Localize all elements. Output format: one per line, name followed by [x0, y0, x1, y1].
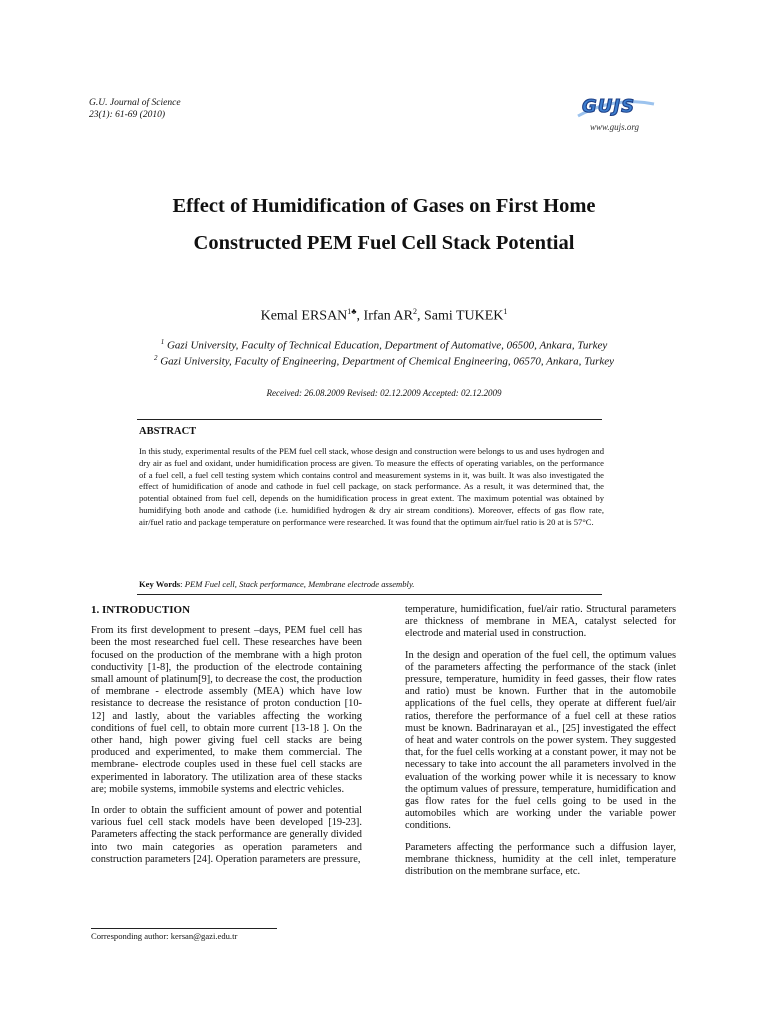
- affiliation-2: [0, 354, 768, 368]
- paper-title-line-2: Constructed PEM Fuel Cell Stack Potential: [193, 232, 575, 254]
- corresponding-author-footnote: Corresponding author: kersan@gazi.edu.tr: [91, 931, 238, 941]
- abstract-top-divider: [137, 419, 602, 420]
- body-paragraph: In order to obtain the sufficient amount of power and potential various fuel cell stack models have been developed [19-23]. Parameters affecting the stack performance are generally divided into two main categories as operation parameters and construction parameters [24]. Operation parameters are pressure,: [91, 805, 362, 865]
- footnote-divider: [91, 928, 277, 929]
- body-paragraph: From its first development to present –days, PEM fuel cell has been the most researched fuel cell. These researches have been focused on the production of the membrane with a high proton conductivity [1-8], the production of the electrode containing small amount of platinum[9], to decrease the cost, the production of membrane - electrode assembly (MEA) which have low resistance to decrease the resistance of proton conduction [10-12] and lastly, about the variables affecting the working conditions of fuel cell, to obtain more current [13-18 ]. On the other hand, high power giving fuel cell stacks are being produced and experimented, to make them commercial. The membrane- electrode couples used in these fuel cell stacks are experimented in laboratory. The utilization area of these stacks are; mobile systems, immobile systems and electric vehicles.: [91, 625, 362, 795]
- author-name: Irfan AR: [363, 308, 413, 324]
- section-heading: 1. INTRODUCTION: [91, 604, 191, 616]
- author-superscript: 1♣: [347, 307, 357, 316]
- keywords: Key Words: PEM Fuel cell, Stack performance, Membrane electrode assembly.: [139, 579, 415, 589]
- keywords-value: PEM Fuel cell, Stack performance, Membrane electrode assembly.: [184, 579, 415, 589]
- journal-name: G.U. Journal of Science: [89, 98, 181, 108]
- body-paragraph: temperature, humidification, fuel/air ratio. Structural parameters are thickness of membrane in MEA, catalyst selected for electrode and material used in construction.: [405, 604, 676, 640]
- logo-text: GUJS: [582, 96, 636, 117]
- journal-issue: 23(1): 61-69 (2010): [89, 110, 165, 120]
- affiliation-text: Gazi University, Faculty of Engineering, Department of Chemical Engineering, 06570, Ankara, Turkey: [160, 355, 615, 368]
- body-column-right: [405, 604, 676, 887]
- journal-logo: [578, 96, 639, 117]
- abstract-heading: ABSTRACT: [139, 426, 197, 437]
- author-name: Sami TUKEK: [423, 308, 504, 324]
- abstract-bottom-divider: [137, 594, 602, 595]
- affiliation-marker: 1: [160, 338, 165, 346]
- journal-url: www.gujs.org: [590, 122, 640, 132]
- affiliation-1: [0, 338, 768, 352]
- body-column-left: [91, 604, 362, 875]
- affiliation-marker: 2: [153, 354, 158, 362]
- body-paragraph: In the design and operation of the fuel cell, the optimum values of the parameters affecting the performance of the stack (inlet pressure, temperature, humidity in feed gasses, their flow rates and ratio) must be known. Further that in the automobile applications of the fuel cells, they operate at different fuel/air ratios, therefore the performance of a fuel cell at these ratios must be known. Badrinarayan et al., [25] investigated the effect of heat and water controls on the power system. They suggested that, for the fuel cells working at a constant power, it may not be necessary to take into account the all parameters involved in the evaluation of the working power while it is necessary to know the optimum values of pressure, temperature, humidification and gas flow rates for the fuel cells going to be used in the automobiles which are working under the variable power conditions.: [405, 649, 676, 832]
- paper-title-line-1: Effect of Humidification of Gases on First Home: [172, 195, 596, 217]
- author-superscript: 1: [503, 307, 508, 316]
- abstract-text: In this study, experimental results of the PEM fuel cell stack, whose design and construction were belongs to us and uses hydrogen and dry air as fuel and oxidant, under humidification process are given. To measure the effects of operating variables, on the performance of a fuel cell, a fuel cell testing system which contains control and measurement systems in it, was built. It was also investigated the effect of humidification of anode and cathode in fuel cell package, on stack performance. As a result, it was determined that, the potential obtained from fuel cell, depends on the humidification process in great extent. The maximum potential was obtained by humidifying both anode and cathode (i.e. humidified hydrogen & dry air stream conditions). Moreover, effects of gas flow rate, air/fuel ratio and package temperature on performance were researched. It was found that the optimum air/fuel ratio is 20 at is 57°C.: [139, 446, 604, 527]
- author-name: Kemal ERSAN: [260, 308, 348, 324]
- body-paragraph: Parameters affecting the performance such a diffusion layer, membrane thickness, humidity at the cell inlet, temperature distribution on the membrane surface, etc.: [405, 841, 676, 878]
- author-list: Kemal $ERSAN^{1♣}$, Irfan $AR^2$, Sami TUKEK$^1$: [260, 307, 508, 324]
- affiliation-text: Gazi University, Faculty of Technical Education, Department of Automative, 06500, Ankara, Turkey: [166, 339, 608, 352]
- submission-dates: Received: 26.08.2009 Revised: 02.12.2009 Accepted: 02.12.2009: [266, 388, 502, 398]
- keywords-label: Key Words: [139, 579, 181, 589]
- author-superscript: 2: [412, 307, 417, 316]
- journal-citation: [89, 97, 181, 121]
